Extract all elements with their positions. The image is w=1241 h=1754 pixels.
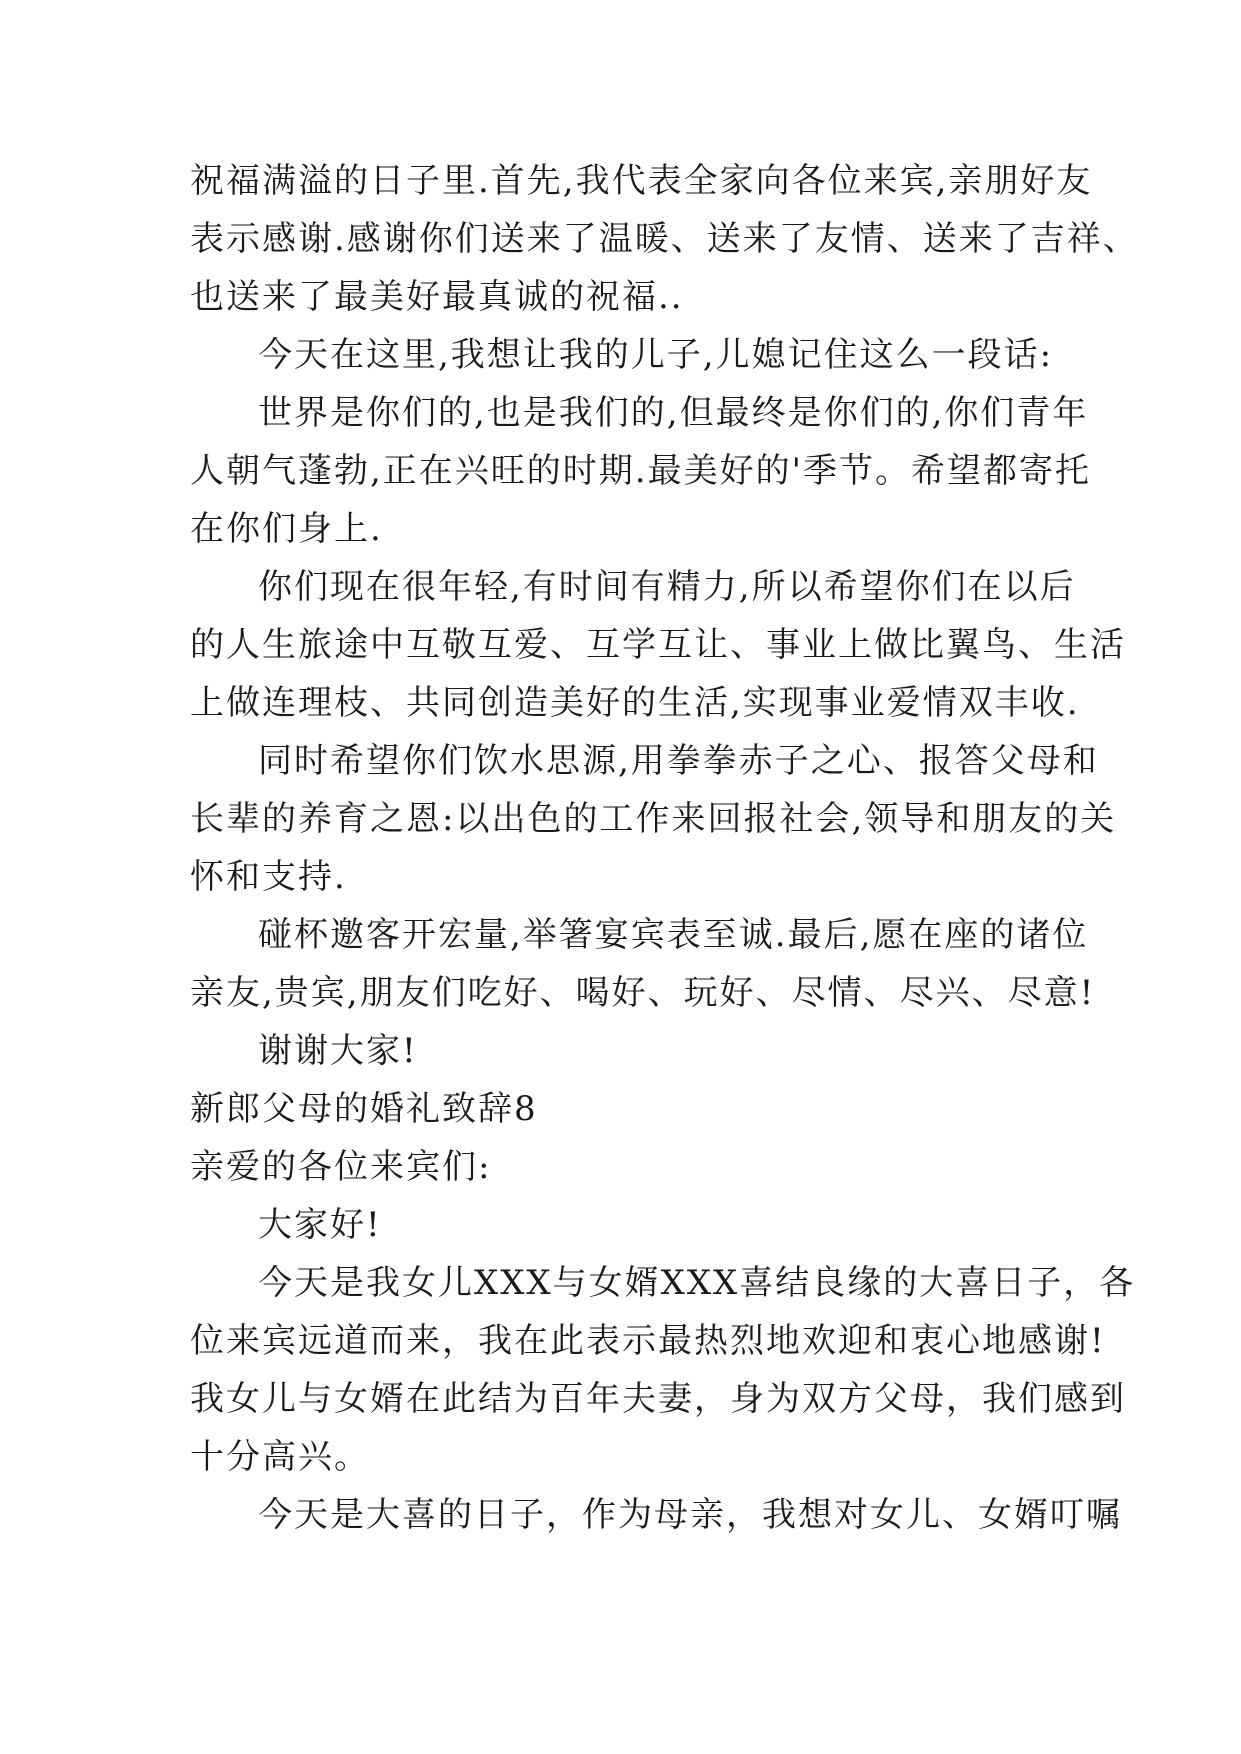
text-line: 人朝气蓬勃,正在兴旺的时期.最美好的'季节。希望都寄托: [190, 451, 1091, 491]
text-line: 大家好!: [258, 1205, 382, 1245]
text-line: 十分高兴。: [190, 1437, 370, 1477]
text-line: 世界是你们的,也是我们的,但最终是你们的,你们青年: [258, 393, 1089, 433]
section-heading: 新郎父母的婚礼致辞8: [190, 1089, 538, 1129]
salutation: 亲爱的各位来宾们:: [190, 1147, 492, 1187]
text-line: 的人生旅途中互敬互爱、互学互让、事业上做比翼鸟、生活: [190, 625, 1126, 665]
text-line: 怀和支持.: [190, 857, 347, 897]
text-line: 祝福满溢的日子里.首先,我代表全家向各位来宾,亲朋好友: [190, 161, 1093, 201]
text-line: 今天在这里,我想让我的儿子,儿媳记住这么一段话:: [258, 335, 1054, 375]
text-line: 位来宾远道而来，我在此表示最热烈地欢迎和衷心地感谢!: [190, 1321, 1106, 1361]
text-line: 我女儿与女婿在此结为百年夫妻，身为双方父母，我们感到: [190, 1379, 1126, 1419]
document-page: [190, 152, 1139, 1544]
text-line: 也送来了最美好最真诚的祝福..: [190, 277, 684, 317]
text-line: 长辈的养育之恩:以出色的工作来回报社会,领导和朋友的关: [190, 799, 1117, 839]
text-line: 表示感谢.感谢你们送来了温暖、送来了友情、送来了吉祥、: [190, 219, 1139, 259]
text-line: 今天是大喜的日子，作为母亲，我想对女儿、女婿叮嘱: [258, 1495, 1122, 1535]
text-line: 同时希望你们饮水思源,用拳拳赤子之心、报答父母和: [258, 741, 1099, 781]
text-line: 在你们身上.: [190, 509, 383, 549]
text-line: 你们现在很年轻,有时间有精力,所以希望你们在以后: [258, 567, 1076, 607]
text-line: 上做连理枝、共同创造美好的生活,实现事业爱情双丰收.: [190, 683, 1080, 723]
text-line: 亲友,贵宾,朋友们吃好、喝好、玩好、尽情、尽兴、尽意!: [190, 973, 1096, 1013]
text-line: 谢谢大家!: [258, 1031, 418, 1071]
text-line: 碰杯邀客开宏量,举箸宴宾表至诚.最后,愿在座的诸位: [258, 915, 1089, 955]
text-line: 今天是我女儿XXX与女婿XXX喜结良缘的大喜日子，各: [258, 1263, 1136, 1303]
